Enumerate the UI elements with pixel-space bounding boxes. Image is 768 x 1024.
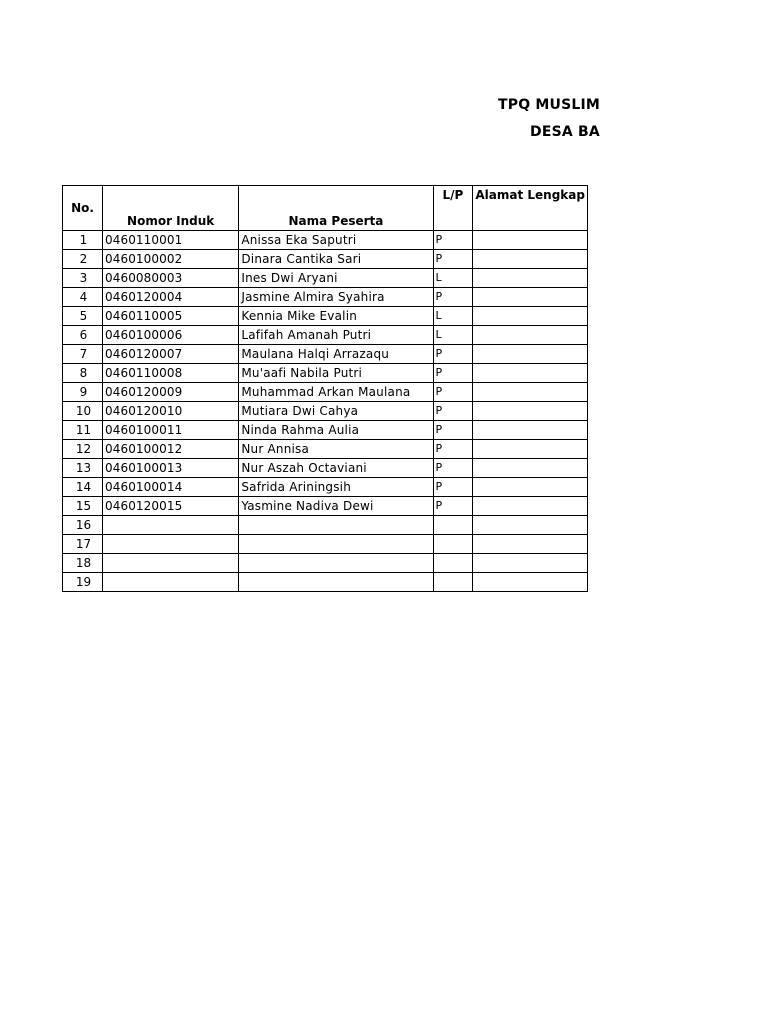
cell-nama-peserta: Nur Aszah Octaviani (239, 459, 433, 478)
cell-no: 13 (63, 459, 103, 478)
cell-nomor-induk: 0460080003 (102, 269, 238, 288)
cell-alamat (473, 383, 588, 402)
cell-alamat (473, 573, 588, 592)
cell-nama-peserta: Anissa Eka Saputri (239, 231, 433, 250)
cell-alamat (473, 402, 588, 421)
cell-no: 14 (63, 478, 103, 497)
cell-lp (433, 516, 473, 535)
cell-alamat (473, 250, 588, 269)
cell-no: 8 (63, 364, 103, 383)
cell-alamat (473, 459, 588, 478)
cell-lp (433, 554, 473, 573)
cell-nomor-induk: 0460100002 (102, 250, 238, 269)
cell-alamat (473, 516, 588, 535)
cell-nama-peserta: Dinara Cantika Sari (239, 250, 433, 269)
cell-lp: L (433, 307, 473, 326)
column-header-no: No. (63, 186, 103, 231)
cell-no: 12 (63, 440, 103, 459)
table-row (63, 459, 588, 478)
cell-lp: P (433, 364, 473, 383)
cell-nomor-induk: 0460120015 (102, 497, 238, 516)
cell-nama-peserta: Mutiara Dwi Cahya (239, 402, 433, 421)
cell-nama-peserta: Maulana Halqi Arrazaqu (239, 345, 433, 364)
cell-lp: P (433, 250, 473, 269)
cell-alamat (473, 554, 588, 573)
cell-nama-peserta: Safrida Ariningsih (239, 478, 433, 497)
cell-no: 1 (63, 231, 103, 250)
table-row (63, 516, 588, 535)
cell-no: 19 (63, 573, 103, 592)
table-row (63, 402, 588, 421)
cell-nama-peserta (239, 573, 433, 592)
cell-alamat (473, 497, 588, 516)
cell-alamat (473, 288, 588, 307)
table-row (63, 250, 588, 269)
cell-nama-peserta: Jasmine Almira Syahira (239, 288, 433, 307)
cell-lp: P (433, 421, 473, 440)
cell-nama-peserta: Ninda Rahma Aulia (239, 421, 433, 440)
column-header-lp: L/P (433, 186, 473, 231)
participant-table (62, 185, 588, 592)
table-row (63, 497, 588, 516)
cell-alamat (473, 440, 588, 459)
cell-lp: P (433, 288, 473, 307)
cell-nomor-induk: 0460100014 (102, 478, 238, 497)
cell-lp: P (433, 459, 473, 478)
cell-lp: L (433, 326, 473, 345)
table-row (63, 326, 588, 345)
column-header-nomor-induk: Nomor Induk (102, 186, 238, 231)
cell-nama-peserta: Lafifah Amanah Putri (239, 326, 433, 345)
cell-lp: P (433, 345, 473, 364)
cell-alamat (473, 345, 588, 364)
cell-alamat (473, 478, 588, 497)
cell-no: 17 (63, 535, 103, 554)
cell-alamat (473, 364, 588, 383)
column-header-alamat: Alamat Lengkap (473, 186, 588, 231)
cell-nama-peserta: Ines Dwi Aryani (239, 269, 433, 288)
cell-alamat (473, 421, 588, 440)
table-row (63, 535, 588, 554)
cell-nomor-induk (102, 516, 238, 535)
cell-no: 10 (63, 402, 103, 421)
cell-lp: L (433, 269, 473, 288)
cell-nama-peserta: Kennia Mike Evalin (239, 307, 433, 326)
cell-no: 16 (63, 516, 103, 535)
cell-alamat (473, 326, 588, 345)
table-row (63, 573, 588, 592)
cell-nomor-induk: 0460100006 (102, 326, 238, 345)
cell-nomor-induk: 0460120010 (102, 402, 238, 421)
cell-no: 2 (63, 250, 103, 269)
table-row (63, 440, 588, 459)
cell-no: 5 (63, 307, 103, 326)
cell-lp: P (433, 231, 473, 250)
cell-lp: P (433, 478, 473, 497)
cell-nomor-induk: 0460100012 (102, 440, 238, 459)
table-row (63, 383, 588, 402)
cell-no: 6 (63, 326, 103, 345)
cell-lp (433, 535, 473, 554)
cell-nama-peserta (239, 535, 433, 554)
table-row (63, 554, 588, 573)
table-row (63, 269, 588, 288)
cell-nomor-induk (102, 573, 238, 592)
cell-nomor-induk: 0460100013 (102, 459, 238, 478)
document-subtitle: DESA BA (530, 124, 600, 140)
cell-lp: P (433, 383, 473, 402)
cell-no: 9 (63, 383, 103, 402)
cell-no: 15 (63, 497, 103, 516)
cell-alamat (473, 535, 588, 554)
column-header-nama-peserta: Nama Peserta (239, 186, 433, 231)
cell-no: 4 (63, 288, 103, 307)
cell-nama-peserta: Muhammad Arkan Maulana (239, 383, 433, 402)
cell-lp: P (433, 497, 473, 516)
cell-no: 3 (63, 269, 103, 288)
table-row (63, 345, 588, 364)
table-row (63, 364, 588, 383)
table-row (63, 307, 588, 326)
cell-nomor-induk (102, 535, 238, 554)
table-row (63, 231, 588, 250)
table-row (63, 288, 588, 307)
cell-nomor-induk: 0460110001 (102, 231, 238, 250)
cell-alamat (473, 231, 588, 250)
cell-nomor-induk: 0460120009 (102, 383, 238, 402)
cell-no: 7 (63, 345, 103, 364)
cell-nama-peserta: Nur Annisa (239, 440, 433, 459)
cell-nama-peserta: Yasmine Nadiva Dewi (239, 497, 433, 516)
cell-lp: P (433, 440, 473, 459)
cell-lp: P (433, 402, 473, 421)
cell-nomor-induk: 0460120007 (102, 345, 238, 364)
cell-nomor-induk: 0460120004 (102, 288, 238, 307)
cell-nomor-induk (102, 554, 238, 573)
cell-no: 11 (63, 421, 103, 440)
table-row (63, 478, 588, 497)
cell-nomor-induk: 0460100011 (102, 421, 238, 440)
table-row (63, 421, 588, 440)
cell-alamat (473, 307, 588, 326)
cell-no: 18 (63, 554, 103, 573)
cell-nama-peserta (239, 554, 433, 573)
cell-lp (433, 573, 473, 592)
cell-nomor-induk: 0460110005 (102, 307, 238, 326)
table-body (63, 231, 588, 592)
document-title: TPQ MUSLIM (498, 97, 601, 113)
table-header-row (63, 186, 588, 231)
cell-nomor-induk: 0460110008 (102, 364, 238, 383)
cell-alamat (473, 269, 588, 288)
cell-nama-peserta: Mu'aafi Nabila Putri (239, 364, 433, 383)
cell-nama-peserta (239, 516, 433, 535)
